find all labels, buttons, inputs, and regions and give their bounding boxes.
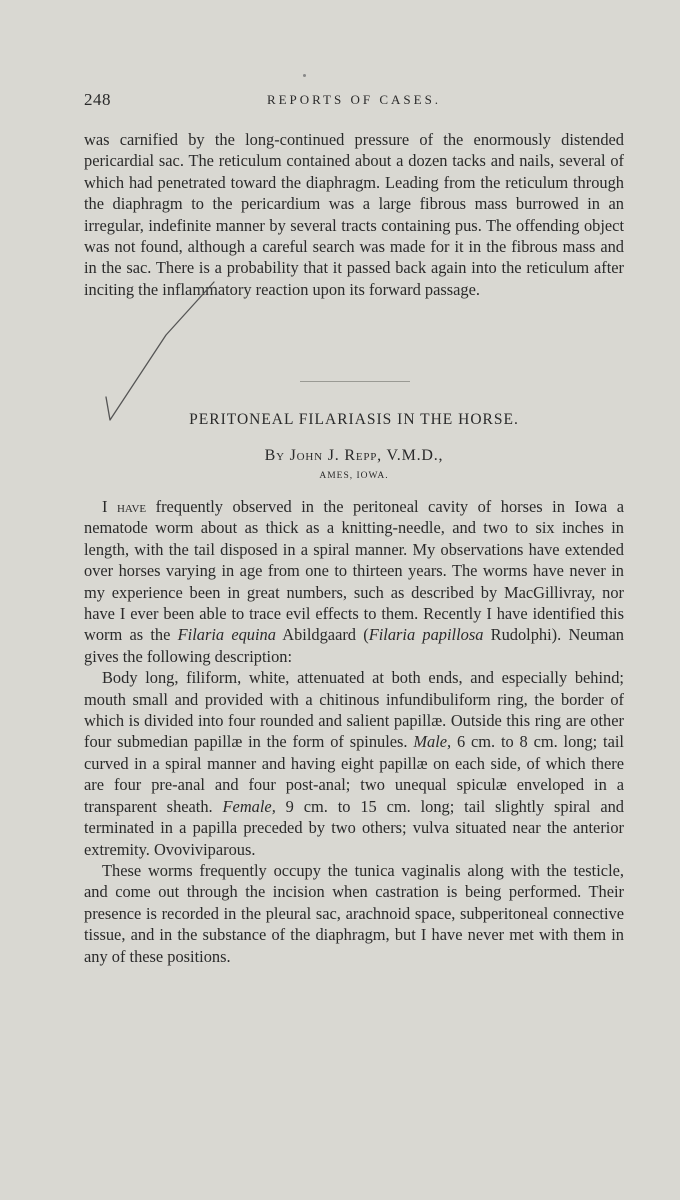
byline-prefix: By: [264, 447, 285, 464]
author-name: John J. Repp: [289, 447, 378, 464]
paragraph: [84, 496, 624, 667]
text-run: 9 cm. to 15 cm. long; tail slightly spiral and terminated in a papilla preceded by two others; vulva situated near the anterior extremity. Ovoviviparous.: [84, 796, 625, 859]
female-label: Female,: [222, 796, 276, 816]
author-degree: , V.M.D.,: [377, 447, 444, 464]
running-head: REPORTS OF CASES.: [266, 92, 442, 107]
paragraph: was carnified by the long-continued pressure of the enormously distended pericardial sac. The reticulum contained about a dozen tacks and nails, several of which had penetrated toward the diaphragm. Leading from the reticulum through the diaphragm to the pericardium was a large fibrous mass burrowed in an irregular, indefinite manner by several tracts containing pus. The offending object was not found, although a careful search was made for it in the fibrous mass and in the sac. There is a probability that it passed back again into the reticulum after inciting the inflammatory reaction upon its forward passage.: [84, 130, 624, 299]
species-name: Filaria papillosa: [368, 625, 484, 645]
section-divider: [300, 381, 410, 382]
text-run: 6 cm. to 8 cm. long; tail curved in a spiral manner and having eight papillæ on each side, of which there are four pre-anal and four post-anal; two unequal spiculæ enveloped in a transparent sheath.: [84, 732, 624, 816]
paragraph: These worms frequently occupy the tunica vaginalis along with the testicle, and come out through the incision when castration is being performed. Their presence is recorded in the pleural sac, arachnoid space, subperitoneal connective tissue, and in the substance of the diaphragm, but I have never met with them in any of these positions.: [84, 860, 624, 966]
previous-article-text: [84, 129, 624, 300]
male-label: Male,: [413, 732, 452, 752]
article-body: [84, 496, 624, 967]
text-run: Rudolphi). Neuman gives the following description:: [84, 625, 625, 666]
page-header: [84, 90, 624, 114]
article-title: PERITONEAL FILARIASIS IN THE HORSE.: [189, 411, 519, 428]
text-run: frequently observed in the peritoneal cavity of horses in Iowa a nematode worm about as thick as a knitting-needle, and two to six inches in length, with the tail disposed in a spiral manner. My observations have extended over horses varying in age from one to thirteen years. The worms have never in my experience been in great numbers, such as described by MacGillivray, nor have I ever been able to trace evil effects to them. Recently I have identified this worm as the: [84, 497, 624, 645]
drop-word-i: I: [102, 497, 108, 516]
byline: [84, 447, 624, 465]
text-run: Abildgaard (: [275, 625, 369, 645]
text-run: Body long, filiform, white, attenuated at both ends, and especially behind; mouth small and provided with a chitinous infundibuliform ring, the border of which is divided into four rounded and salient papillæ. Outside this ring are other four submedian papillæ in the form of spinules.: [84, 668, 624, 752]
paragraph: [84, 667, 624, 860]
species-name: Filaria equina: [177, 625, 276, 645]
page-number: 248: [84, 90, 111, 109]
lead-word: have: [107, 497, 147, 516]
pencil-checkmark: [104, 280, 224, 430]
author-location: AMES, IOWA.: [319, 471, 389, 481]
margin-dot: [303, 74, 306, 77]
